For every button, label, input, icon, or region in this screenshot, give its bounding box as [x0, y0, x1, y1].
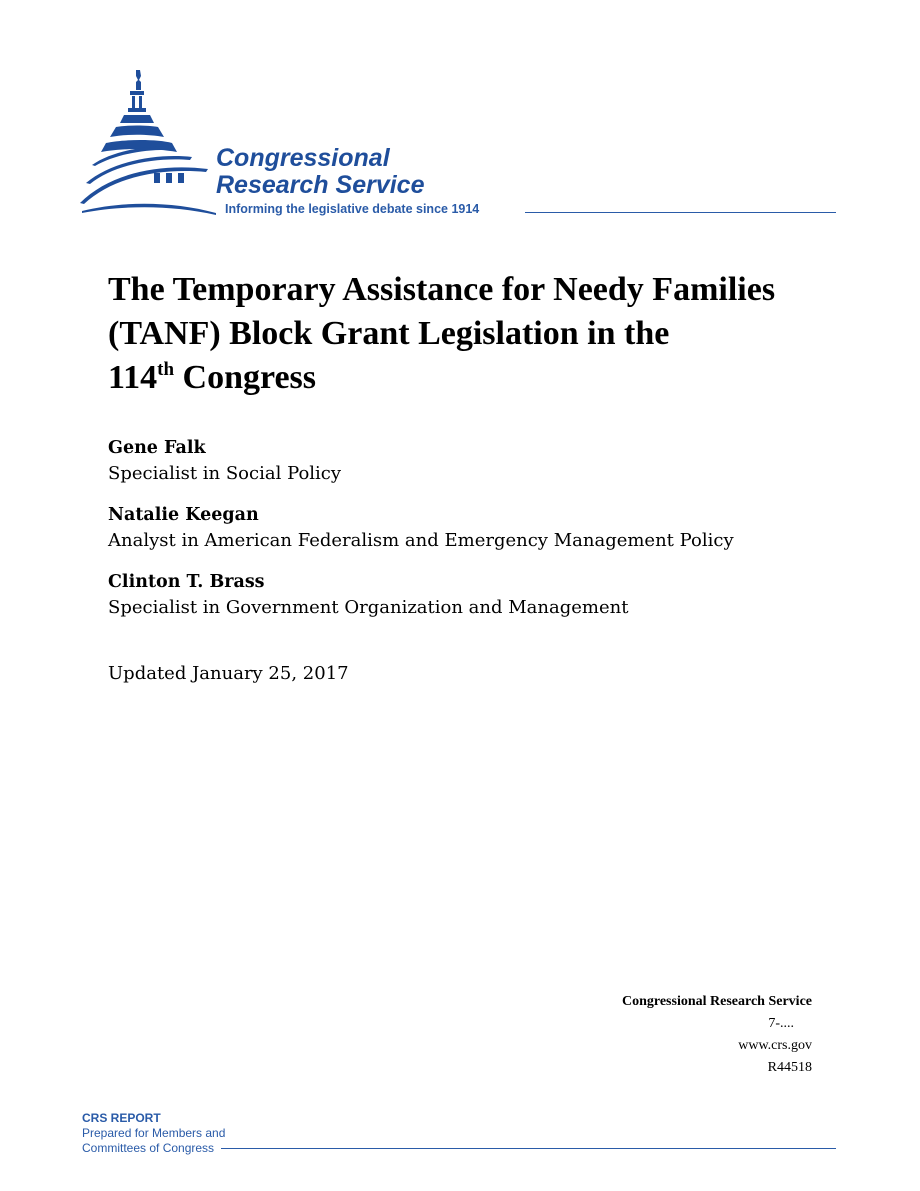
updated-date: Updated January 25, 2017 [108, 663, 349, 684]
report-title [108, 268, 848, 400]
brand-tagline: Informing the legislative debate since 1914 [225, 202, 480, 216]
footer [82, 1111, 225, 1156]
title-line3-prefix: 114 [108, 359, 158, 396]
brand-name-line1: Congressional [216, 144, 390, 172]
author-entry [108, 503, 828, 553]
crs-website[interactable]: www.crs.gov [738, 1038, 812, 1053]
author-entry [108, 436, 828, 486]
capitol-dome-icon [78, 65, 218, 215]
report-number: R44518 [767, 1060, 812, 1075]
crs-phone: 7-.... [768, 1016, 794, 1031]
brand-name-line2: Research Service [216, 171, 425, 199]
author-list [108, 436, 828, 637]
author-name: Gene Falk [108, 438, 206, 458]
crs-org: Congressional Research Service [621, 994, 812, 1009]
crs-info-block [622, 991, 812, 1079]
author-entry [108, 570, 828, 620]
title-line3-sup: th [157, 359, 175, 380]
author-name: Clinton T. Brass [108, 572, 265, 592]
footer-rule [221, 1148, 836, 1149]
footer-label: CRS REPORT [82, 1111, 161, 1125]
title-line1: The Temporary Assistance for Needy Families [108, 271, 776, 308]
author-role: Specialist in Government Organization and Management [108, 597, 629, 618]
author-role: Specialist in Social Policy [108, 463, 342, 484]
footer-line1: Prepared for Members and [82, 1126, 226, 1140]
brand-name [216, 145, 424, 199]
author-role: Analyst in American Federalism and Emergency Management Policy [108, 530, 734, 551]
title-line3-suffix: Congress [174, 359, 317, 396]
title-line2: (TANF) Block Grant Legislation in the [108, 315, 670, 352]
author-name: Natalie Keegan [108, 505, 259, 525]
header-rule [525, 212, 836, 213]
footer-line2: Committees of Congress [82, 1141, 215, 1155]
